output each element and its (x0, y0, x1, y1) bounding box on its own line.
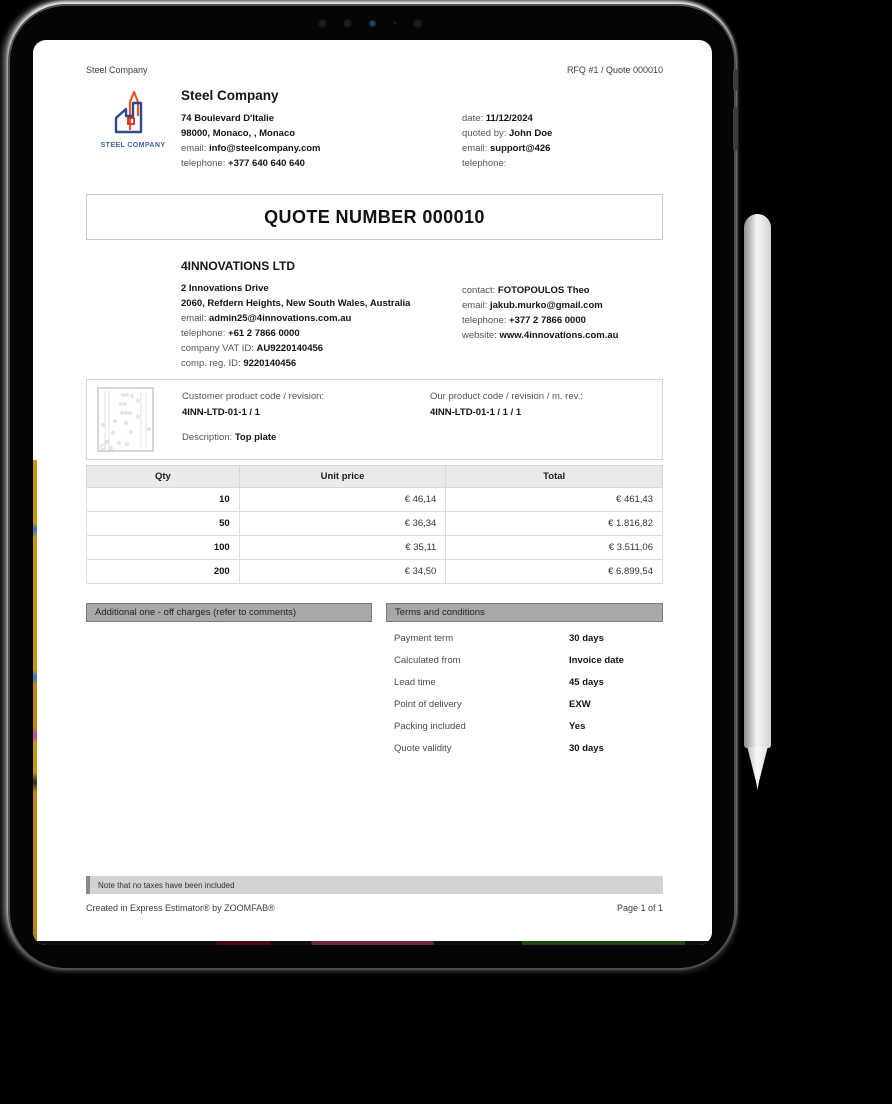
quote-number-title: QUOTE NUMBER 000010 (264, 206, 485, 227)
terms-header: Terms and conditions (386, 603, 663, 622)
seller-name: Steel Company (181, 88, 279, 103)
quote-meta-block (462, 111, 552, 171)
customer-product-code-block (182, 391, 324, 445)
unit-price-cell: € 46,14 (239, 488, 446, 512)
quoted-by-line: quoted by: John Doe (462, 128, 553, 139)
camera-lens-icon (368, 19, 377, 28)
price-table (86, 465, 663, 584)
price-table-header-row (87, 466, 663, 488)
our-product-code-block (430, 391, 583, 418)
term-label: Lead time (394, 676, 436, 688)
qty-cell: 200 (87, 560, 240, 584)
total-cell: € 1.816,82 (446, 512, 663, 536)
qty-cell: 10 (87, 488, 240, 512)
quote-document (86, 40, 663, 913)
unit-price-cell: € 34,50 (239, 560, 446, 584)
steel-buildings-logo-icon (103, 90, 163, 136)
customer-reg-line: comp. reg. ID: 9220140456 (181, 358, 297, 369)
term-value: Invoice date (569, 654, 624, 666)
seller-email-line: email: info@steelcompany.com (181, 143, 321, 154)
table-row (87, 512, 663, 536)
total-cell: € 461,43 (446, 488, 663, 512)
customer-vat-line: company VAT ID: AU9220140456 (181, 343, 324, 354)
table-row (87, 536, 663, 560)
customer-email-line: email: admin25@4innovations.com.au (181, 313, 352, 324)
front-camera-icon (318, 16, 422, 30)
term-row (386, 627, 663, 649)
logo-text: STEEL COMPANY (100, 142, 166, 149)
product-description-line: Description: Top plate (182, 432, 277, 443)
our-product-code: 4INN-LTD-01-1 / 1 / 1 (430, 407, 522, 418)
contact-phone: +377 2 7866 0000 (509, 315, 586, 326)
additional-charges-header: Additional one - off charges (refer to comments) (86, 603, 372, 622)
quote-number-banner (86, 194, 663, 240)
document-footer (86, 903, 663, 913)
term-label: Packing included (394, 720, 466, 732)
unit-price-cell: € 35,11 (239, 536, 446, 560)
tablet-screen (33, 40, 712, 945)
term-row (386, 693, 663, 715)
total-cell: € 3.511,06 (446, 536, 663, 560)
our-product-code-label: Our product code / revision / m. rev.: (430, 391, 583, 402)
customer-contact-column (462, 283, 618, 343)
term-value: 30 days (569, 632, 604, 644)
qty-cell: 100 (87, 536, 240, 560)
term-value: 45 days (569, 676, 604, 688)
contact-line: contact: FOTOPOULOS Theo (462, 285, 590, 296)
seller-phone: +377 640 640 640 (228, 158, 305, 169)
footer-created-in: Created in Express Estimator® by ZOOMFAB® (86, 903, 275, 913)
charges-terms-sections (86, 603, 663, 759)
term-label: Point of delivery (394, 698, 462, 710)
technical-drawing-icon (97, 387, 154, 453)
qty-cell: 50 (87, 512, 240, 536)
sensor-dot-icon (318, 19, 327, 28)
seller-phone-line: telephone: +377 640 640 640 (181, 158, 305, 169)
product-info-box (86, 379, 663, 460)
terms-list (386, 627, 663, 759)
quote-phone-line: telephone: (462, 158, 507, 169)
screen-bottom-edge-artifact (33, 941, 712, 945)
sensor-dot-icon (343, 19, 352, 28)
term-label: Quote validity (394, 742, 452, 754)
qty-header: Qty (87, 466, 240, 488)
total-cell: € 6.899,54 (446, 560, 663, 584)
terms-section (386, 603, 663, 759)
customer-phone-line: telephone: +61 2 7866 0000 (181, 328, 300, 339)
contact-email: jakub.murko@gmail.com (489, 300, 603, 311)
seller-address-line1: 74 Boulevard D'Italie (181, 113, 275, 124)
seller-email: info@steelcompany.com (208, 143, 321, 154)
contact-name: FOTOPOULOS Theo (497, 285, 590, 296)
customer-phone: +61 2 7866 0000 (228, 328, 300, 339)
tax-note: Note that no taxes have been included (86, 876, 663, 894)
total-header: Total (446, 466, 663, 488)
document-header-company: Steel Company (86, 65, 148, 75)
footer-page-number: Page 1 of 1 (616, 903, 663, 913)
document-header-row (86, 65, 663, 77)
product-description: Top plate (234, 432, 277, 443)
term-row (386, 715, 663, 737)
stylus-pencil (744, 214, 771, 748)
customer-address-line2: 2060, Refdern Heights, New South Wales, Australia (181, 298, 411, 309)
term-label: Calculated from (394, 654, 461, 666)
company-logo (100, 90, 166, 149)
customer-product-code: 4INN-LTD-01-1 / 1 (182, 407, 260, 418)
term-value: Yes (569, 720, 586, 732)
microphone-dot-icon (393, 21, 397, 25)
table-row (87, 488, 663, 512)
additional-charges-section (86, 603, 372, 759)
document-header-rfq: RFQ #1 / Quote 000010 (566, 65, 663, 75)
seller-block (86, 88, 663, 180)
volume-down-button[interactable] (733, 107, 738, 151)
customer-name: 4INNOVATIONS LTD (181, 259, 295, 273)
product-thumbnail (97, 387, 154, 458)
customer-website: www.4innovations.com.au (499, 330, 619, 341)
term-value: EXW (569, 698, 591, 710)
stylus-pencil-tip (744, 747, 771, 790)
customer-vat: AU9220140456 (256, 343, 324, 354)
seller-address-line2: 98000, Monaco, , Monaco (181, 128, 296, 139)
volume-up-button[interactable] (733, 69, 738, 91)
term-row (386, 671, 663, 693)
customer-address-line1: 2 Innovations Drive (181, 283, 269, 294)
contact-email-line: email: jakub.murko@gmail.com (462, 300, 603, 311)
website-line: website: www.4innovations.com.au (462, 330, 619, 341)
quote-email-line: email: support@426 (462, 143, 551, 154)
contact-phone-line: telephone: +377 2 7866 0000 (462, 315, 586, 326)
unit-price-header: Unit price (239, 466, 446, 488)
term-value: 30 days (569, 742, 604, 754)
screen-left-edge-artifact (33, 460, 37, 945)
quoted-by: John Doe (509, 128, 553, 139)
seller-address (181, 111, 663, 171)
unit-price-cell: € 36,34 (239, 512, 446, 536)
term-label: Payment term (394, 632, 454, 644)
customer-reg: 9220140456 (243, 358, 297, 369)
customer-columns (86, 281, 663, 371)
customer-email: admin25@4innovations.com.au (208, 313, 352, 324)
term-row (386, 737, 663, 759)
quote-email: support@426 (489, 143, 551, 154)
tablet-frame (8, 4, 736, 970)
customer-product-code-label: Customer product code / revision: (182, 391, 325, 402)
quote-date-line: date: 11/12/2024 (462, 113, 533, 124)
term-row (386, 649, 663, 671)
sensor-dot-icon (413, 19, 422, 28)
quote-date: 11/12/2024 (485, 113, 533, 124)
table-row (87, 560, 663, 584)
customer-block (86, 259, 663, 373)
